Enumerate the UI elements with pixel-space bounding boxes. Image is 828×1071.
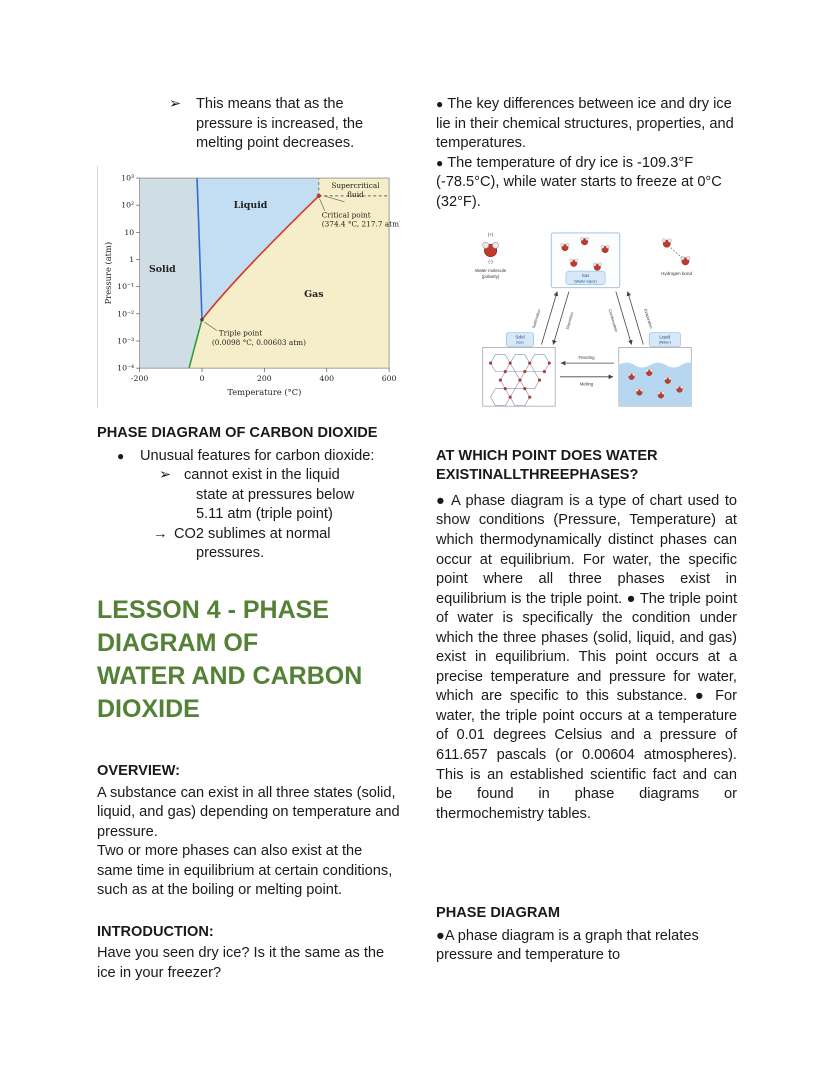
water-states-figure [467, 228, 707, 421]
condensation-arrow [615, 292, 631, 345]
lesson-title-line-4: DIOXIDE [97, 695, 200, 724]
arrow-bullet-icon: ➢ [159, 467, 172, 484]
water-molecule-icon [661, 239, 671, 248]
svg-text:10⁻²: 10⁻² [117, 308, 135, 318]
lesson-title-line-1: LESSON 4 - PHASE [97, 596, 329, 625]
svg-text:10⁻³: 10⁻³ [117, 336, 135, 346]
minus-label: (-) [487, 259, 493, 265]
svg-text:(374.4 °C, 217.7 atm): (374.4 °C, 217.7 atm) [321, 219, 400, 229]
lesson-title-line-2: DIAGRAM OF [97, 629, 259, 658]
pressure-melting-note-text: This means that as the pressure is increased, the melting point decreases. [196, 96, 364, 152]
hydrogen-bond-line [670, 248, 681, 258]
svg-text:10: 10 [124, 227, 135, 237]
introduction-text: Have you seen dry ice? Is it the same as the ice in your freezer? [97, 945, 385, 981]
co2-section-heading: PHASE DIAGRAM OF CARBON DIOXIDE [97, 425, 378, 442]
arrow-bullet-icon: ➢ [169, 96, 182, 112]
melting-label: Melting [579, 381, 593, 387]
bullet-dot-icon: ● [436, 927, 445, 944]
svg-text:(0.0098 °C, 0.00603 atm): (0.0098 °C, 0.00603 atm) [211, 337, 306, 347]
solid-region-label: Solid [149, 263, 176, 275]
svg-text:0: 0 [199, 373, 205, 383]
critical-point-dot [317, 193, 321, 197]
svg-text:10⁻¹: 10⁻¹ [117, 281, 135, 291]
water-molecule-polarity [475, 232, 507, 279]
condensation-label: Condensation [607, 309, 618, 333]
liquid-label: Liquid [658, 334, 670, 340]
svg-text:-200: -200 [130, 373, 149, 383]
right-column [436, 95, 737, 983]
x-axis-title: Temperature (°C) [227, 386, 302, 397]
right-arrow-icon: → [153, 525, 168, 542]
gas-label-2: (Water vapor) [573, 279, 597, 284]
molecule-caption-2: (polarity) [481, 274, 499, 280]
gas-state-box [551, 233, 620, 288]
plus-label: (+) [487, 232, 493, 238]
freezing-label: Freezing [578, 355, 595, 361]
bullet-dot-icon: ● [436, 97, 444, 111]
water-states-svg [467, 228, 707, 414]
triple-point-dot [200, 318, 204, 322]
bullet-dot-icon: ● [436, 155, 444, 170]
deposition-label: Deposition [564, 311, 574, 331]
lesson-title-line-3: WATER AND CARBON [97, 662, 363, 691]
triple-point-body: ● A phase diagram is a type of chart used to show conditions (Pressure, Temperature) at which thermodynamically distinct phases can occur at equilibrium. For water, the specific point where all three phases exist in equilibrium is the triple point. ● The triple point of water is specifically the condition under which the three phases (solid, liquid, and gas) exist in equilibrium. This point occurs at a precise temperature and pressure for water, which are specific to this substance. ● For water, the triple point occurs at a temperature of 0.01 degrees Celsius and a pressure of 611.657 pascals (or 0.00604 atmospheres). This is an established scientific fact and can be found in phase diagrams or thermochemistry tables. [436, 492, 737, 822]
introduction-heading: INTRODUCTION: [97, 923, 214, 940]
pressure-melting-note [97, 95, 400, 154]
deposition-arrow [553, 292, 569, 345]
svg-text:200: 200 [256, 373, 272, 383]
hydrogen-bond-diagram [661, 239, 692, 276]
svg-text:400: 400 [319, 373, 335, 383]
svg-text:10²: 10² [121, 200, 135, 210]
svg-text:fluid: fluid [347, 189, 364, 199]
ice-vs-dryice-bullet-1-text: The key differences between ice and dry ice lie in their chemical structures, properties, and temperatures. [436, 96, 734, 152]
evaporation-arrow [627, 292, 643, 345]
co2-sub-bullet-2 [97, 525, 400, 564]
overview-paragraph-1: A substance can exist in all three states (solid, liquid, and gas) depending on temperature and pressure. [97, 784, 400, 840]
triple-point-heading [436, 447, 737, 486]
y-axis-title: Pressure (atm) [102, 241, 113, 304]
svg-text:Critical point: Critical point [321, 210, 371, 220]
molecule-caption: Water molecule [474, 268, 506, 274]
y-ticks [136, 178, 139, 368]
x-ticks [140, 368, 390, 372]
sublimation-arrow [541, 292, 557, 345]
liquid-label-2: (Water) [658, 340, 671, 345]
phase-diagram-intro-text: A phase diagram is a graph that relates pressure and temperature to [436, 927, 699, 964]
co2-sub-bullet-1 [97, 466, 400, 525]
ice-vs-dryice-bullet-2 [436, 154, 737, 213]
condensation-evaporation-arrows [607, 292, 652, 345]
liquid-state-box [618, 333, 690, 406]
phase-diagram-heading: PHASE DIAGRAM [436, 905, 561, 922]
gas-region-label: Gas [304, 288, 324, 300]
phase-diagram-intro [436, 927, 737, 966]
ice-vs-dryice-bullet-1 [436, 95, 737, 154]
svg-text:10⁻⁴: 10⁻⁴ [117, 363, 135, 373]
x-tick-labels [131, 374, 397, 383]
sublimation-deposition-arrows [531, 292, 574, 345]
water-molecule-icon [680, 257, 690, 266]
co2-bullet [97, 447, 400, 467]
water-molecule-icon [482, 242, 498, 257]
water-phase-diagram-figure [97, 166, 400, 409]
freezing-melting-arrows [560, 355, 614, 386]
triple-point-heading-line-2: EXISTINALLTHREEPHASES? [436, 467, 639, 484]
left-column [97, 95, 400, 983]
solid-state-box [482, 333, 554, 406]
overview-heading: OVERVIEW: [97, 763, 180, 780]
co2-sub-bullet-1-text: cannot exist in the liquid state at pressures below 5.11 atm (triple point) [184, 467, 355, 523]
gas-label: Gas [581, 273, 589, 279]
sublimation-label: Sublimation [531, 308, 541, 330]
liquid-region-label: Liquid [233, 199, 268, 211]
evaporation-label: Evaporation [642, 308, 653, 330]
triple-point-heading-line-1: AT WHICH POINT DOES WATER [436, 447, 658, 464]
solid-label: Solid [514, 334, 525, 340]
co2-sub-bullet-2-text: CO2 sublimes at normal pressures. [174, 525, 331, 562]
co2-bullet-text: Unusual features for carbon dioxide: [140, 447, 375, 464]
y-tick-labels [117, 173, 134, 372]
lesson-title [97, 594, 400, 726]
hydrogen-bond-caption: Hydrogen bond [660, 271, 692, 277]
svg-text:Triple point: Triple point [218, 328, 263, 338]
svg-text:Supercritical: Supercritical [331, 180, 380, 190]
ice-vs-dryice-bullet-2-text: The temperature of dry ice is -109.3°F (-78.5°C), while water starts to freeze at 0°C (32°F). [436, 154, 722, 210]
overview-paragraph-2: Two or more phases can also exist at the same time in equilibrium at certain conditions, such as at the boiling or melting point. [97, 843, 393, 899]
solid-label-2: (Ice) [515, 340, 524, 345]
svg-text:600: 600 [381, 373, 397, 383]
water-phase-diagram-svg [100, 166, 400, 402]
bullet-dot-icon: ● [117, 448, 125, 463]
svg-text:10³: 10³ [121, 173, 135, 183]
svg-text:1: 1 [129, 254, 135, 264]
